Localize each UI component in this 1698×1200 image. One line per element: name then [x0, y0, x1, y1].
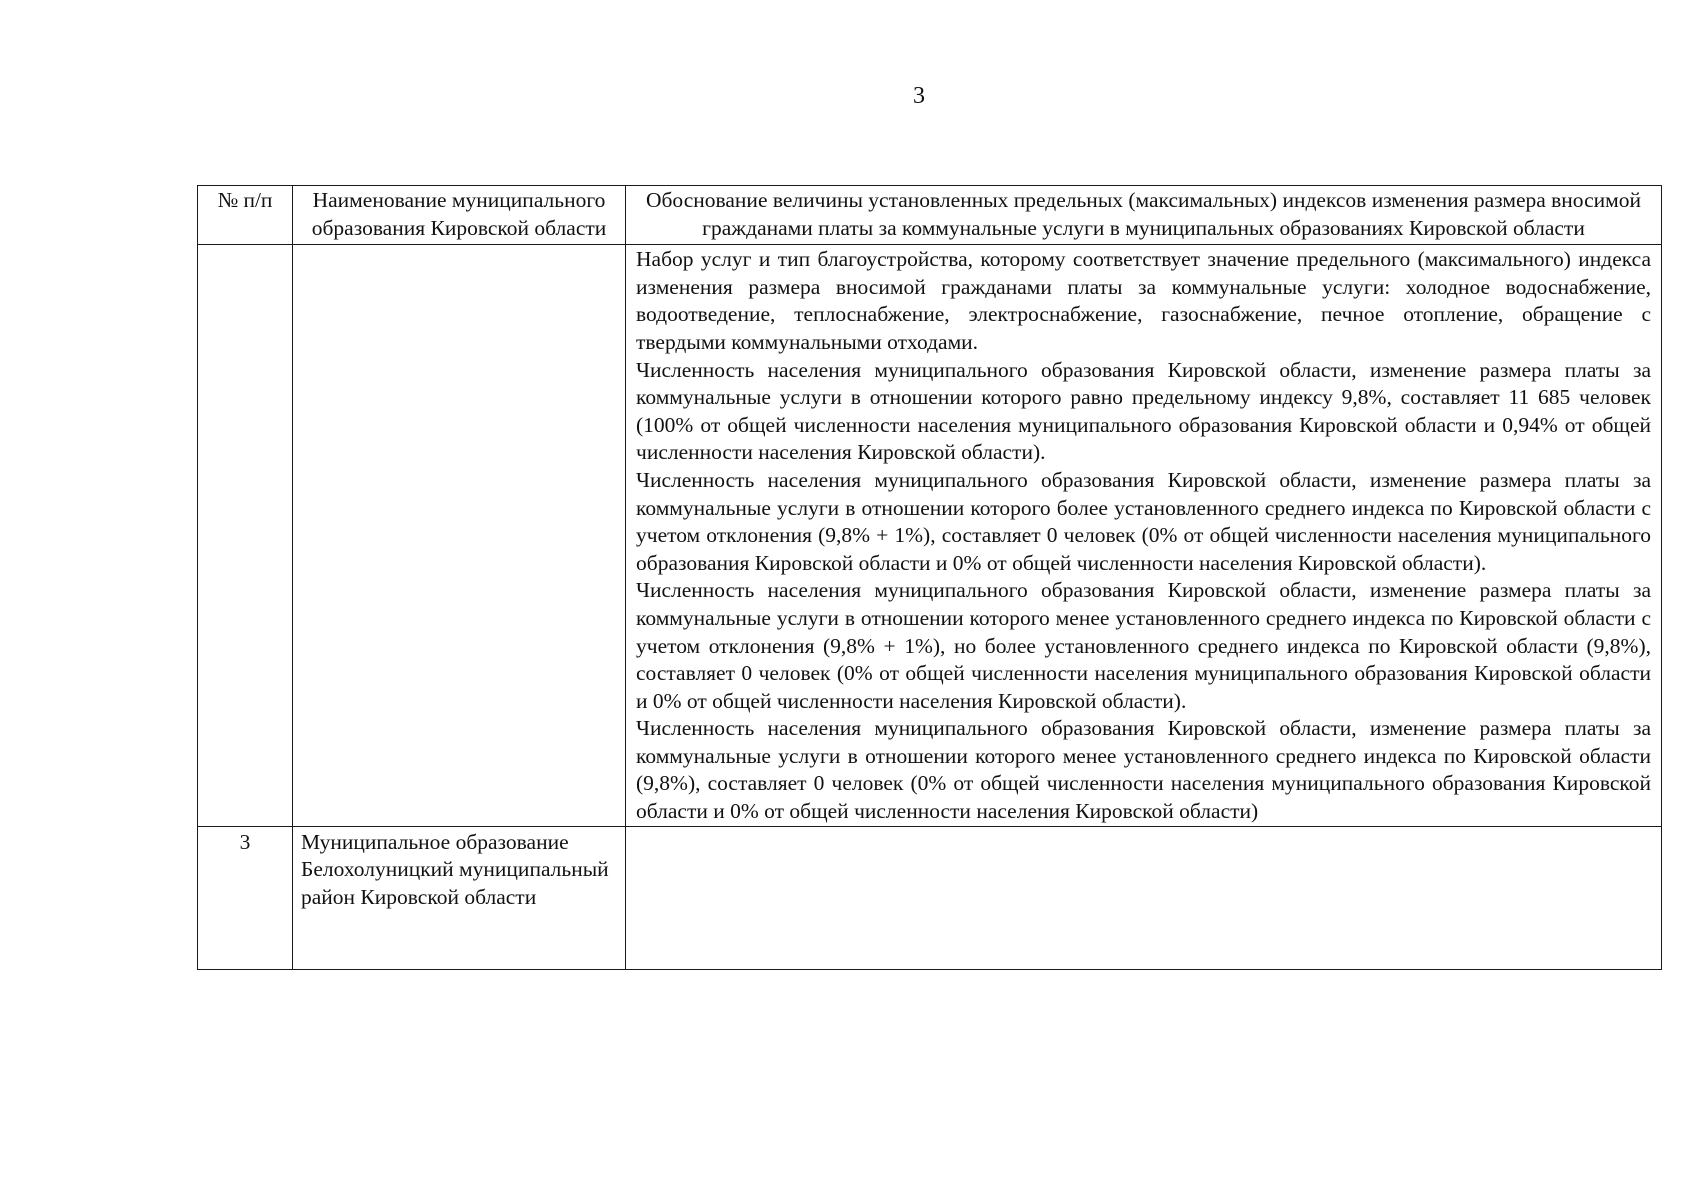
justification-paragraph: Численность населения муниципального образования Кировской области, изменение размера платы за коммунальные услуги в отношении которого менее установленного среднего индекса по Кировской области (9,8%), составляет 0 человек (0% от общей численности населения муниципального образования Кировской области и 0% от общей численности населения Кировской области): [636, 716, 1651, 824]
page-number: 3: [913, 83, 925, 109]
justification-paragraph: Численность населения муниципального образования Кировской области, изменение размера платы за коммунальные услуги в отношении которого менее установленного среднего индекса по Кировской области с учетом отклонения (9,8% + 1%), но более установленного среднего индекса по Кировской области (9,8%), составляет 0 человек (0% от общей численности населения муниципального образования Кировской области и 0% от общей численности населения Кировской области).: [636, 578, 1651, 713]
header-justification: Обоснование величины установленных предельных (максимальных) индексов изменения размера вносимой гражданами платы за коммунальные услуги в муниципальных образованиях Кировской области: [626, 186, 1662, 245]
justification-paragraph: Набор услуг и тип благоустройства, которому соответствует значение предельного (максимального) индекса изменения размера вносимой гражданами платы за коммунальные услуги: холодное водоснабжение, водоотведение, теплоснабжение, электроснабжение, газоснабжение, печное отопление, обращение с твердыми коммунальными отходами.: [636, 247, 1651, 354]
justification-paragraph: Численность населения муниципального образования Кировской области, изменение размера платы за коммунальные услуги в отношении которого равно предельному индексу 9,8%, составляет 11 685 человек (100% от общей численности населения муниципального образования Кировской области и 0,94% от общей численности населения Кировской области).: [636, 357, 1651, 465]
row-num-cell: 3: [198, 826, 293, 969]
row-name-cell: Муниципальное образование Белохолуницкий муниципальный район Кировской области: [293, 826, 626, 969]
row-name-cell: [293, 245, 626, 826]
row-justification-cell: [626, 245, 1662, 826]
table-header-row: [198, 186, 1662, 245]
table-row: [198, 245, 1662, 826]
justification-paragraph: Численность населения муниципального образования Кировской области, изменение размера платы за коммунальные услуги в отношении которого более установленного среднего индекса по Кировской области с учетом отклонения (9,8% + 1%), составляет 0 человек (0% от общей численности населения муниципального образования Кировской области и 0% от общей численности населения Кировской области).: [636, 467, 1651, 575]
table-row: [198, 826, 1662, 969]
row-justification-cell: [626, 826, 1662, 969]
header-municipality-name: Наименование муниципального образования Кировской области: [293, 186, 626, 245]
indices-table: [197, 185, 1662, 970]
row-num-cell: [198, 245, 293, 826]
header-num: № п/п: [198, 186, 293, 245]
